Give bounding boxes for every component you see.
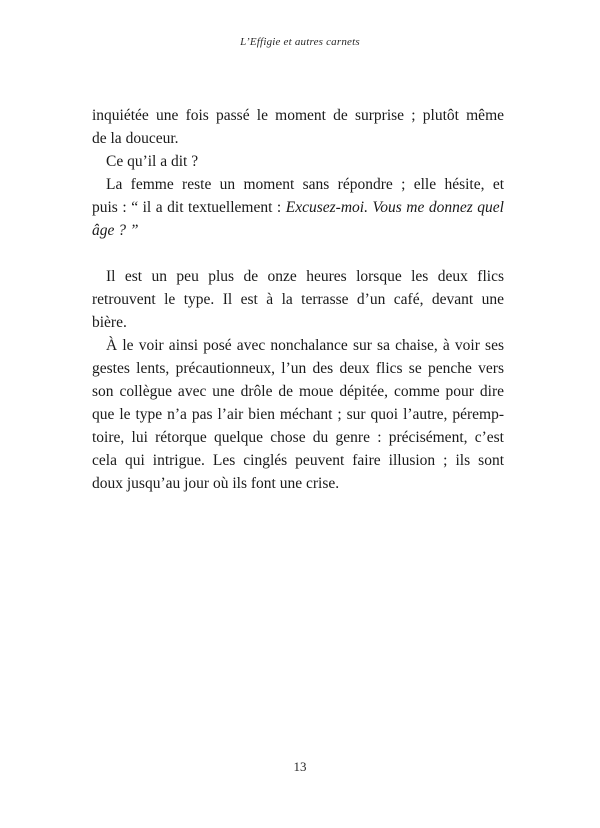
text-line: inquiétée une fois passé le moment de surprise ; plutôt même (92, 107, 504, 124)
text-line: de la douceur. (92, 130, 179, 147)
body-text (92, 104, 504, 495)
quoted-speech: âge ? ” (92, 222, 139, 239)
quoted-speech: Excusez-moi. Vous me donnez quel (285, 199, 504, 216)
text-line: bière. (92, 314, 127, 331)
text-line: À le voir ainsi posé avec nonchalance sur sa chaise, à voir ses (106, 337, 504, 354)
paragraph-gap (92, 242, 504, 265)
text-line: gestes lents, précautionneux, l’un des deux flics se penche vers (92, 360, 504, 377)
text-line: son collègue avec une drôle de moue dépitée, comme pour dire (92, 383, 504, 400)
text-line: que le type n’a pas l’air bien méchant ; sur quoi l’autre, péremp- (92, 406, 504, 423)
text-line: Il est un peu plus de onze heures lorsque les deux flics (106, 268, 504, 285)
text-run: puis : “ il a dit textuellement : (92, 199, 286, 216)
text-line: La femme reste un moment sans répondre ; elle hésite, et (106, 176, 504, 193)
text-line (92, 196, 504, 219)
text-line: toire, lui rétorque quelque chose du genre : précisément, c’est (92, 429, 504, 446)
text-line: retrouvent le type. Il est à la terrasse d’un café, devant une (92, 291, 504, 308)
page-number: 13 (293, 759, 307, 774)
text-line: doux jusqu’au jour où ils font une crise. (92, 475, 340, 492)
text-line: Ce qu’il a dit ? (106, 153, 199, 170)
text-line: cela qui intrigue. Les cinglés peuvent faire illusion ; ils sont (92, 452, 504, 469)
running-header: L’Effigie et autres carnets (240, 36, 360, 48)
